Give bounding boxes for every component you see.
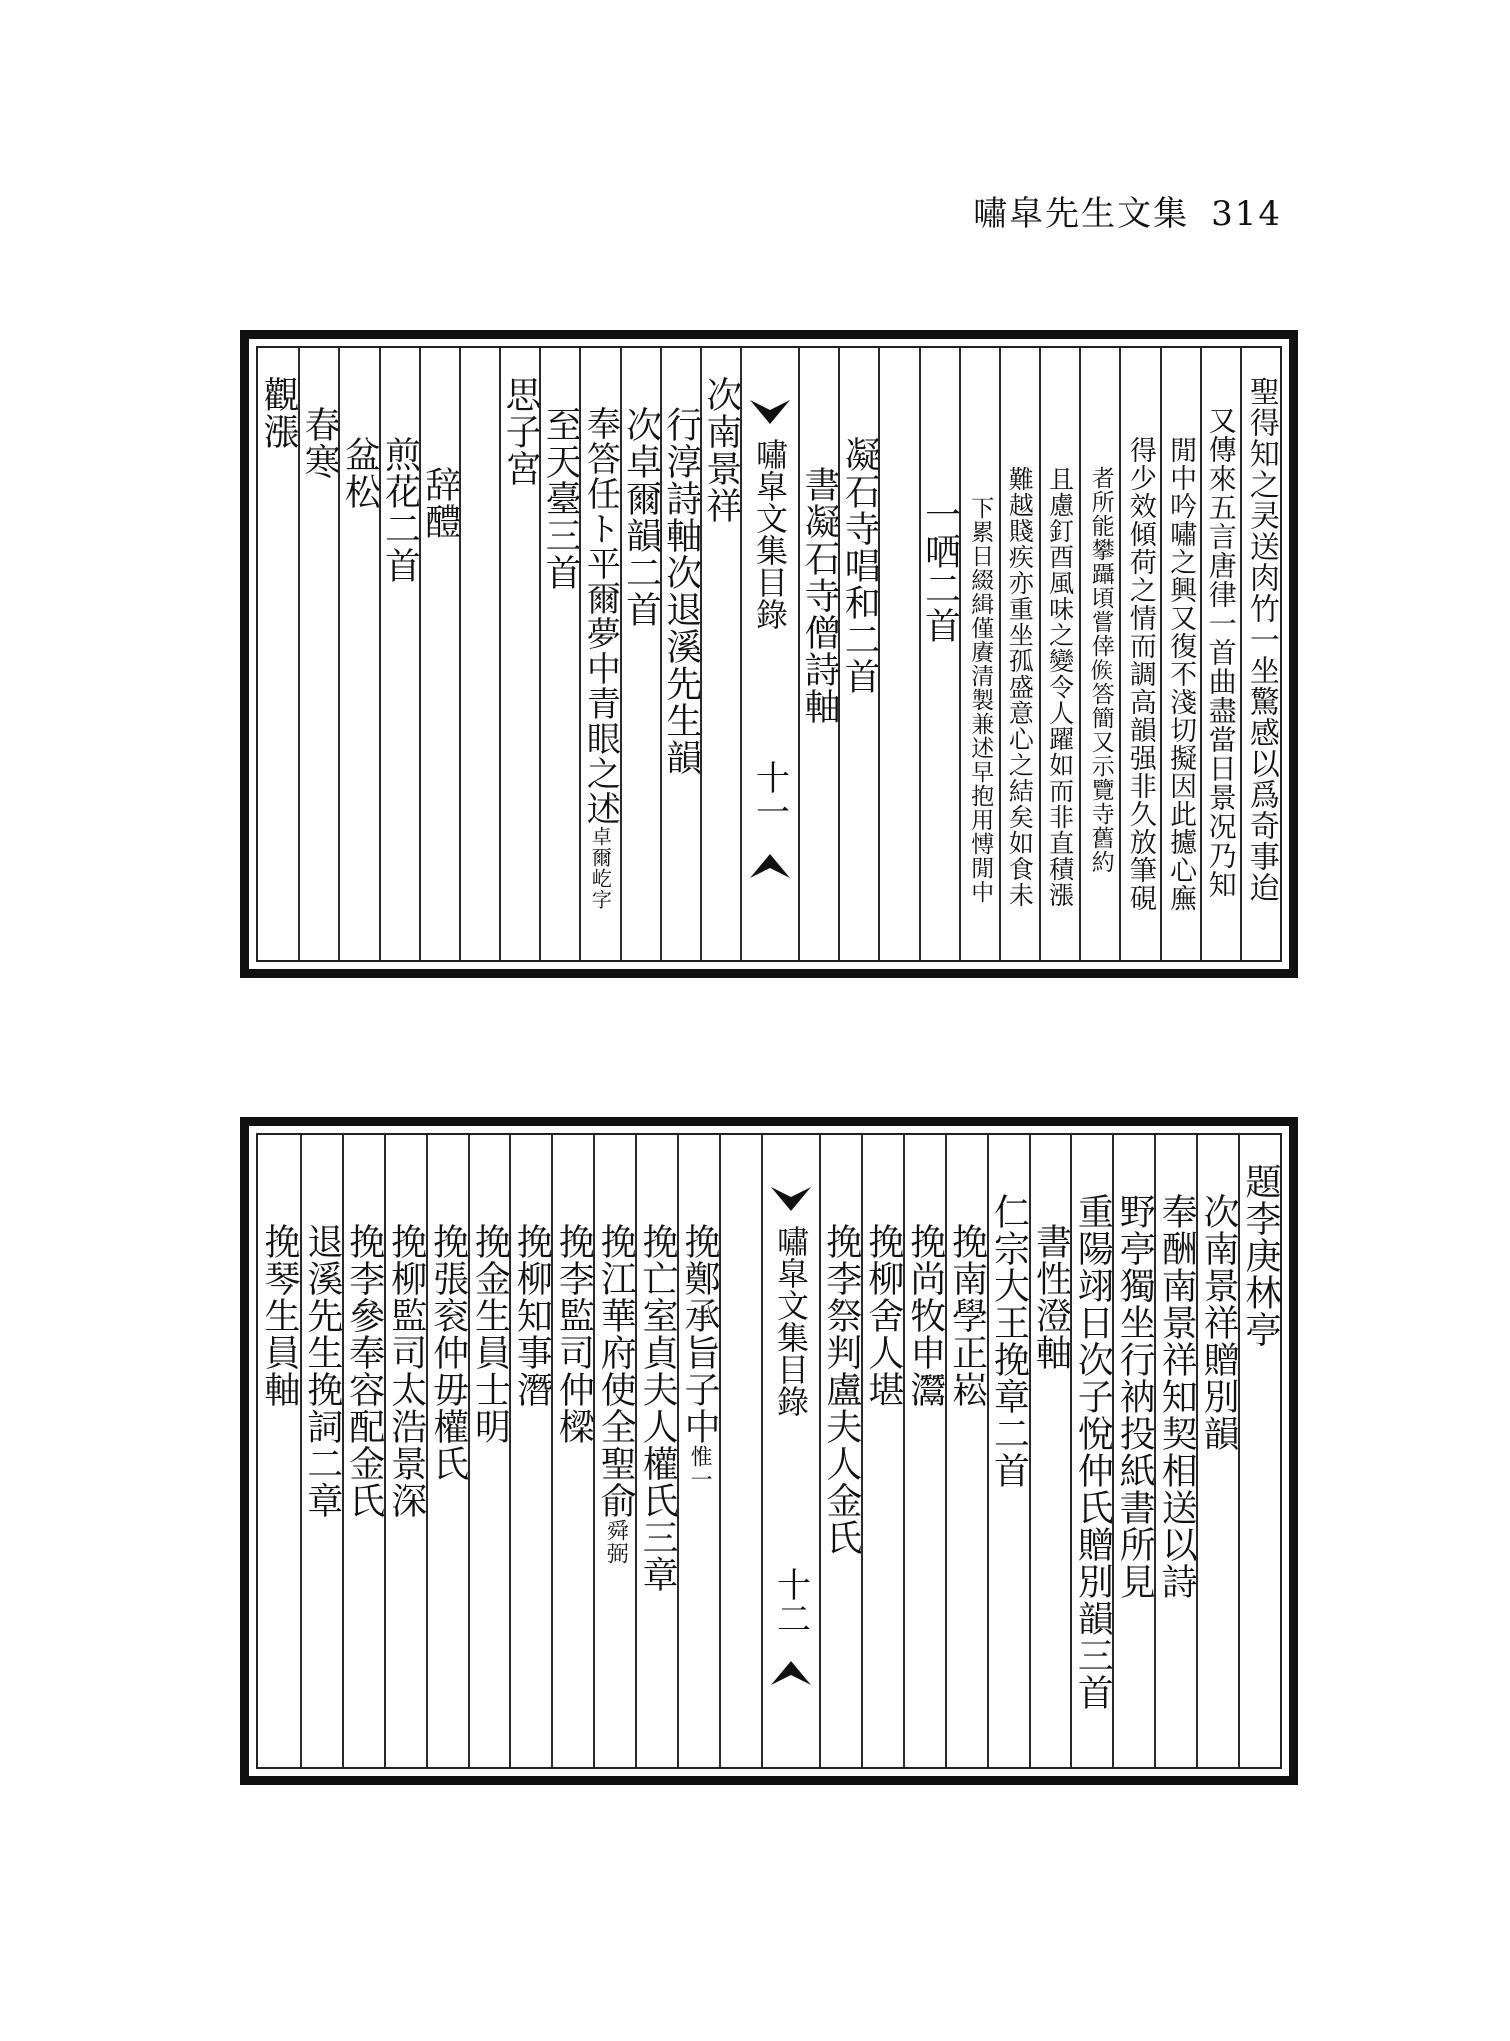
column-main-text: 書凝石寺僧詩軸 [799,466,841,725]
text-column [945,1135,987,1767]
column-main-text: 挽金生員士明 [469,1223,511,1445]
column-main-text: 者所能攀躡頃嘗倖𠊱答簡又示覽寺舊約 [1087,466,1114,874]
column-text [301,1223,343,1519]
column-text [427,1223,469,1482]
column-text [637,1223,679,1593]
column-main-text: 挽南學正崧 [946,1223,988,1408]
column-main-text: 挽亡室貞夫人權氏三章 [637,1223,679,1593]
column-main-text: 春寒 [299,406,341,480]
text-column [1039,348,1079,960]
column-main-text: 思子宮 [500,376,542,487]
column-main-text: 挽柳舍人堪 [862,1223,904,1408]
column-main-text: 奉酬南景祥知契相送以詩 [1156,1193,1198,1600]
text-column [959,348,999,960]
column-text [620,406,662,628]
column-main-text: 書性澄軸 [1030,1223,1072,1371]
text-column [300,1135,342,1767]
column-text [339,436,381,510]
column-text [1198,1193,1240,1452]
text-column [1196,1135,1238,1767]
text-column [579,348,619,960]
column-text [660,406,702,776]
bottom-page-frame [256,1133,1282,1769]
column-text [967,496,994,904]
text-column [798,348,841,960]
text-column [509,1135,551,1767]
text-column [719,1135,761,1767]
column-main-text: 盆松 [339,436,381,510]
column-text [1204,406,1238,899]
text-column [426,1135,468,1767]
text-column [861,1135,903,1767]
column-main-text: 挽李監司仲樑 [553,1223,595,1445]
column-text [500,376,542,487]
column-text [904,1223,946,1408]
column-main-text: 又傳來五言唐律一首曲盡當日景况乃知 [1204,406,1238,899]
column-text [1240,1163,1282,1348]
column-main-text: 且慮釘酉風味之變令人躍如而非直積漲 [1045,466,1075,908]
fish-tail-ornament-icon [769,1657,813,1687]
text-column [342,1135,384,1767]
column-text [385,1223,427,1519]
text-column [1160,348,1200,960]
text-column [551,1135,593,1767]
column-main-text: 野亭獨坐行衲投紙書所見 [1114,1193,1156,1600]
center-book-title: 嘯皐文集目錄 [751,438,789,630]
column-main-text: 奉答任ト平爾夢中青眼之述 [580,406,621,826]
column-main-text: 得少效傾荷之情而調高韻强非久放筆硯 [1124,436,1156,912]
page-number: 314 [1211,194,1282,234]
text-column [677,1135,719,1767]
text-column [379,348,419,960]
column-text [1072,1193,1114,1711]
column-text [799,466,841,725]
column-annotation: 卓爾屹字 [588,826,613,910]
text-column [999,348,1039,960]
top-page-frame [256,346,1282,962]
column-text [988,1193,1030,1489]
column-main-text: 挽張衮仲毋權氏 [427,1223,469,1482]
column-text [1124,436,1156,912]
column-main-text: 重陽翊日次子悅仲氏贈別韻三首 [1072,1193,1114,1711]
folio-number: 十一 [749,760,790,828]
column-main-text: 題李庚林亭 [1240,1163,1282,1348]
column-main-text: 次南景祥 [700,376,742,524]
column-text [1114,1193,1156,1600]
column-main-text: 挽琴生員軸 [258,1223,300,1408]
column-text [1089,466,1112,874]
column-main-text: 至天臺三首 [540,406,582,591]
column-text [553,1223,595,1445]
center-margin-column [740,348,798,960]
fish-tail-ornament-icon [748,850,792,880]
text-column [987,1135,1029,1767]
column-text [299,406,341,480]
column-text [1045,466,1075,908]
text-column [298,348,341,960]
folio-number: 十二 [770,1567,811,1635]
column-text [700,376,742,524]
text-column [1238,1135,1280,1767]
column-text [1005,466,1035,908]
column-text [946,1223,988,1408]
column-main-text: 觀漲 [258,376,300,450]
column-main-text: 挽尚牧申灊 [904,1223,946,1408]
text-column [635,1135,677,1767]
text-column [1029,1135,1071,1767]
text-column [258,348,298,960]
text-column [468,1135,510,1767]
column-main-text: 難越賤疾亦重坐孤盛意心之結矣如食未 [1005,466,1035,908]
text-column [620,348,660,960]
column-main-text: 挽柳知事潛 [511,1223,553,1408]
column-text [379,436,421,584]
text-column [819,1135,861,1767]
column-text [862,1223,904,1408]
column-text [343,1223,385,1519]
column-main-text: 挽鄭承旨子中 [679,1223,721,1445]
column-main-text: 辞醴 [419,466,461,540]
text-column [1070,1135,1112,1767]
text-column [1119,348,1159,960]
column-main-text: 凝石寺唱和二首 [839,436,881,695]
text-column [878,348,918,960]
text-column [459,348,499,960]
column-main-text: 下累日綴緝僅賡清製兼述早抱用愽閒中 [967,496,994,904]
column-main-text: 退溪先生挽詞二章 [301,1223,343,1519]
book-title: 嘯皐先生文集 [973,194,1190,234]
text-column [1200,348,1240,960]
column-text [580,406,621,910]
text-column [1154,1135,1196,1767]
text-column [1240,348,1280,960]
column-text [419,466,461,540]
column-main-text: 聖得知之㚑送肉竹一坐驚感以爲奇事迨 [1243,376,1279,903]
text-column [903,1135,945,1767]
column-main-text: 挽李參奉容配金氏 [343,1223,385,1519]
column-main-text: 次南景祥贈別韻 [1198,1193,1240,1452]
text-column [338,348,381,960]
column-text [511,1223,553,1408]
column-annotation: 舜弼 [603,1519,629,1565]
column-text [839,436,881,695]
text-column [919,348,959,960]
column-text [540,406,582,591]
top-page-panel [240,330,1298,978]
fish-tail-ornament-icon [769,1185,813,1215]
column-text [258,1223,300,1408]
fish-tail-ornament-icon [748,398,792,428]
text-column [660,348,700,960]
text-column [384,1135,426,1767]
column-text [679,1223,721,1491]
text-column [838,348,881,960]
column-main-text: 次卓爾韻二首 [620,406,662,628]
column-main-text: 閒中吟嘯之興又復不淺切擬因此攄心廡 [1165,436,1197,912]
text-column [1112,1135,1154,1767]
text-column [593,1135,635,1767]
column-main-text: 挽江華府使全聖俞 [595,1223,637,1519]
column-text [469,1223,511,1445]
text-column [419,348,459,960]
text-column [1079,348,1119,960]
column-main-text: 行淳詩軸次退溪先生韻 [660,406,702,776]
center-book-title: 嘯皐文集目錄 [771,1225,810,1417]
column-text [258,376,300,450]
column-annotation: 惟一 [687,1445,713,1491]
text-column [539,348,582,960]
column-text [1030,1223,1072,1371]
text-column [499,348,542,960]
column-main-text: 煎花二首 [379,436,421,584]
center-margin-column [761,1135,819,1767]
column-main-text: 仁宗大王挽章二首 [988,1193,1030,1489]
column-text [595,1223,637,1565]
column-text [1156,1193,1198,1600]
column-text [1165,436,1197,912]
column-main-text: 挽李祭判盧夫人金氏 [820,1223,862,1556]
text-column [700,348,740,960]
text-column [258,1135,300,1767]
page-header [973,186,1282,235]
column-text [820,1223,862,1556]
bottom-page-panel [240,1117,1298,1785]
column-text [919,496,961,644]
column-main-text: 一哂二首 [919,496,961,644]
column-main-text: 挽柳監司太浩景深 [385,1223,427,1519]
column-text [1243,376,1279,903]
